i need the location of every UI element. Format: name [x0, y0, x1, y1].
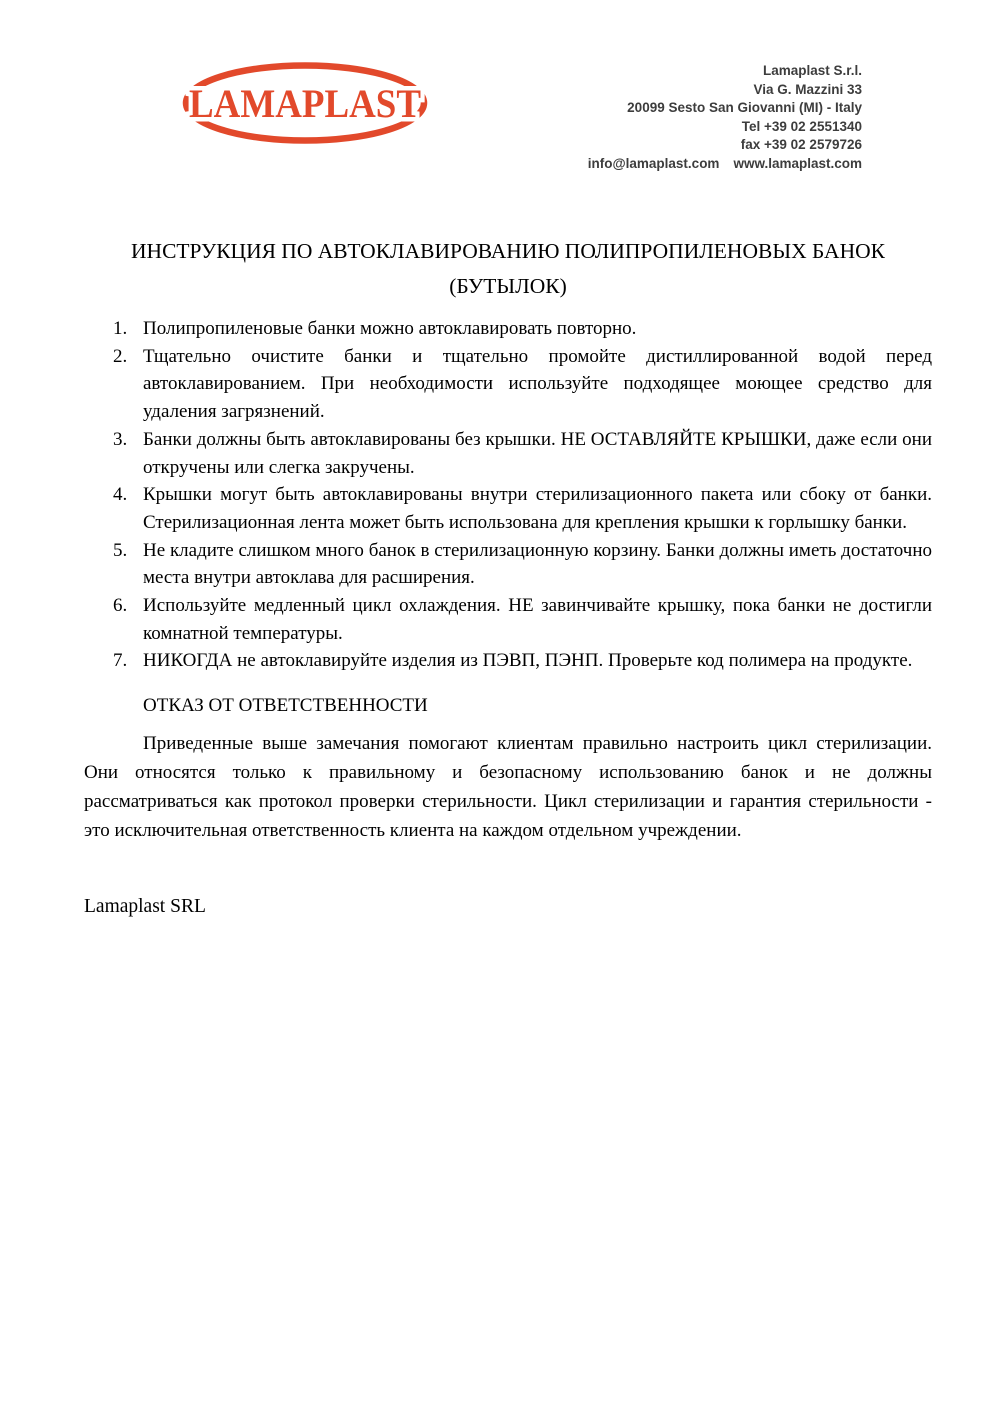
list-item: [84, 537, 932, 592]
list-item: [84, 592, 932, 647]
list-item: [84, 343, 932, 426]
website-url: www.lamaplast.com: [733, 155, 862, 171]
address-city: 20099 Sesto San Giovanni (MI) - Italy: [627, 100, 862, 115]
disclaimer-heading: ОТКАЗ ОТ ОТВЕТСТВЕННОСТИ: [143, 695, 428, 717]
list-item-text: Тщательно очистите банки и тщательно промойте дистиллированной водой перед автоклавированием. При необходимости используйте подходящее моющее средство для удаления загрязнений.: [143, 345, 932, 423]
list-item-text: Полипропиленовые банки можно автоклавировать повторно.: [143, 318, 637, 339]
letterhead-contact-block: [588, 62, 862, 173]
list-item: [84, 315, 932, 343]
list-item: [84, 647, 932, 675]
list-item-text: Не кладите слишком много банок в стерилизационную корзину. Банки должны иметь достаточно места внутри автоклава для расширения.: [143, 539, 932, 589]
list-item-number: 7.: [113, 650, 128, 672]
list-item-text: НИКОГДА не автоклавируйте изделия из ПЭВП, ПЭНП. Проверьте код полимера на продукте.: [143, 650, 913, 672]
fax-number: fax +39 02 2579726: [740, 137, 862, 152]
list-item-text: Банки должны быть автоклавированы без крышки. НЕ ОСТАВЛЯЙТЕ КРЫШКИ, даже если они откручены или слегка закручены.: [143, 428, 932, 478]
list-item-text: Крышки могут быть автоклавированы внутри стерилизационного пакета или сбоку от банки. Стерилизационная лента может быть использована для крепления крышки к горлышку банки.: [143, 484, 932, 533]
phone-number: Tel +39 02 2551340: [741, 118, 862, 134]
lamaplast-logo: [181, 60, 429, 146]
list-item-number: 3.: [113, 428, 128, 450]
logo-wordmark: LAMAPLAST: [189, 81, 422, 126]
title-line-1: ИНСТРУКЦИЯ ПО АВТОКЛАВИРОВАНИЮ ПОЛИПРОПИЛЕНОВЫХ БАНОК: [131, 239, 885, 263]
company-name: Lamaplast S.r.l.: [762, 63, 862, 78]
document-body: [84, 234, 932, 918]
email-address: info@lamaplast.com: [587, 155, 720, 171]
list-item-number: 5.: [113, 539, 128, 561]
title-line-2: (БУТЫЛОК): [449, 274, 567, 298]
list-item-number: 4.: [113, 484, 128, 506]
list-item-number: 1.: [113, 318, 128, 339]
instruction-list: [84, 315, 932, 675]
list-item: [84, 481, 932, 536]
signature-line: Lamaplast SRL: [84, 896, 206, 918]
disclaimer-paragraph: Приведенные выше замечания помогают клиентам правильно настроить цикл стерилизации. Они относятся только к правильному и безопасному использованию банок и не должны рассматриваться как протокол проверки стерильности. Цикл стерилизации и гарантия стерильности - это исключительная ответственность клиента на каждом отдельном учреждении.: [84, 733, 932, 842]
contact-links-line: [588, 155, 862, 174]
lamaplast-logo-graphic: [181, 60, 429, 146]
list-item-text: Используйте медленный цикл охлаждения. НЕ завинчивайте крышку, пока банки не достигли комнатной температуры.: [143, 595, 932, 644]
address-street: Via G. Mazzini 33: [753, 81, 862, 97]
document-title: [84, 234, 932, 304]
list-item: [84, 426, 932, 481]
list-item-number: 2.: [113, 345, 128, 367]
list-item-number: 6.: [113, 595, 128, 617]
